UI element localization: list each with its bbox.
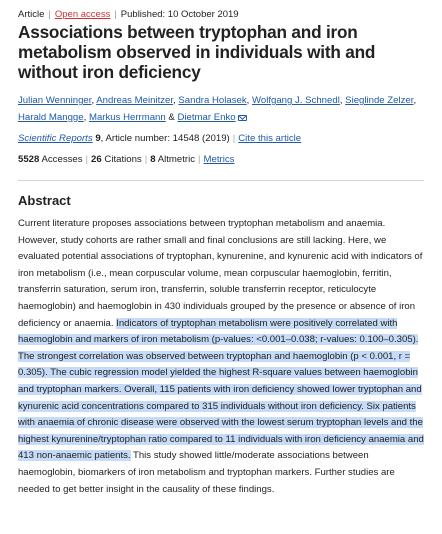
- author-link[interactable]: Harald Mangge: [18, 112, 84, 123]
- author-link[interactable]: Markus Herrmann: [88, 112, 166, 123]
- article-number: , Article number: 14548 (2019): [100, 133, 230, 144]
- author-link[interactable]: Sieglinde Zelzer: [345, 95, 414, 106]
- accesses-count: 5528: [18, 154, 40, 165]
- abstract-heading: Abstract: [18, 193, 71, 208]
- altmetric-count: 8: [150, 154, 156, 165]
- accesses-label: Accesses: [41, 154, 83, 165]
- metrics-separator: |: [198, 154, 201, 165]
- citations-count: 26: [91, 154, 102, 165]
- abstract-text-selected: Indicators of tryptophan metabolism were positively correlated with haemoglobin and markers of iron metabolism (p-values: <0.001–0.038; r-values: 0.100–0.305). The strongest correlation was observed between tryptophan and haemoglobin (p < 0.001, r = 0.305). The cubic regression model yielded the highest R-square values between haemoglobin and tryptophan markers. Overall, 115 patients with iron deficiency showed lower tryptophan and kynurenic acid concentrations compared to 315 individuals without iron deficiency. Six patients with anaemia of chronic disease were observed with the lowest serum tryptophan levels and the highest kynurenine/tryptophan ratio compared to 11 individuals with iron deficiency anaemia and 413 non-anaemic patients.: [18, 317, 424, 462]
- meta-separator: |: [48, 9, 51, 20]
- author-separator: ,: [339, 95, 343, 106]
- article-title: Associations between tryptophan and iron metabolism observed in individuals with and without iron deficiency: [18, 22, 376, 82]
- abstract-text-end: This study showed little/moderate associations between haemoglobin, biomarkers of iron metabolism and tryptophan markers. Further studies are needed to get better insight in the causality of these findings.: [18, 450, 395, 495]
- article-metrics: [18, 153, 424, 166]
- article-type: Article: [18, 9, 45, 20]
- author-link[interactable]: Wolfgang J. Schnedl: [252, 95, 340, 106]
- metrics-separator: |: [144, 154, 148, 165]
- altmetric-label: Altmetric: [157, 154, 196, 165]
- citation-separator: |: [232, 133, 236, 144]
- author-last-separator: &: [168, 112, 175, 123]
- author-separator: ,: [91, 95, 95, 106]
- section-divider: [18, 180, 424, 181]
- author-link[interactable]: Julian Wenninger: [18, 95, 92, 106]
- cite-this-article-link[interactable]: Cite this article: [238, 133, 302, 144]
- author-separator: ,: [246, 95, 250, 106]
- published-date: Published: 10 October 2019: [120, 9, 239, 20]
- citations-label: Citations: [104, 154, 142, 165]
- abstract-text-start: Current literature proposes associations between tryptophan metabolism and anaemia. However, study cohorts are rather small and final conclusions are still lacking. Here, we evaluated potential associations of tryptophan, kynurenine, and kynurenic acid with indicators of iron metabolism (i.e., mean corpuscular volume, mean corpuscular haemoglobin, ferritin, transferrin saturation, serum iron, transferrin, soluble transferrin receptor, reticulocyte haemoglobin) and haemoglobin in 430 individuals grouped by the presence or absence of iron deficiency or anaemia.: [18, 218, 423, 329]
- metrics-link[interactable]: Metrics: [203, 154, 235, 165]
- abstract-text: [18, 216, 424, 498]
- author-separator: ,: [83, 112, 87, 123]
- open-access-link[interactable]: Open access: [54, 9, 111, 20]
- author-separator: ,: [413, 95, 417, 106]
- journal-volume: 9: [95, 133, 101, 144]
- journal-citation: [18, 132, 424, 145]
- mail-icon[interactable]: [238, 115, 247, 121]
- journal-link[interactable]: Scientific Reports: [18, 133, 93, 144]
- author-link[interactable]: Sandra Holasek: [178, 95, 247, 106]
- meta-separator: |: [114, 9, 117, 20]
- article-meta: [18, 8, 424, 21]
- author-link[interactable]: Andreas Meinitzer: [96, 95, 174, 106]
- author-list: [18, 92, 424, 126]
- author-separator: ,: [173, 95, 176, 106]
- metrics-separator: |: [85, 154, 89, 165]
- author-link-corresponding[interactable]: Dietmar Enko: [177, 112, 236, 123]
